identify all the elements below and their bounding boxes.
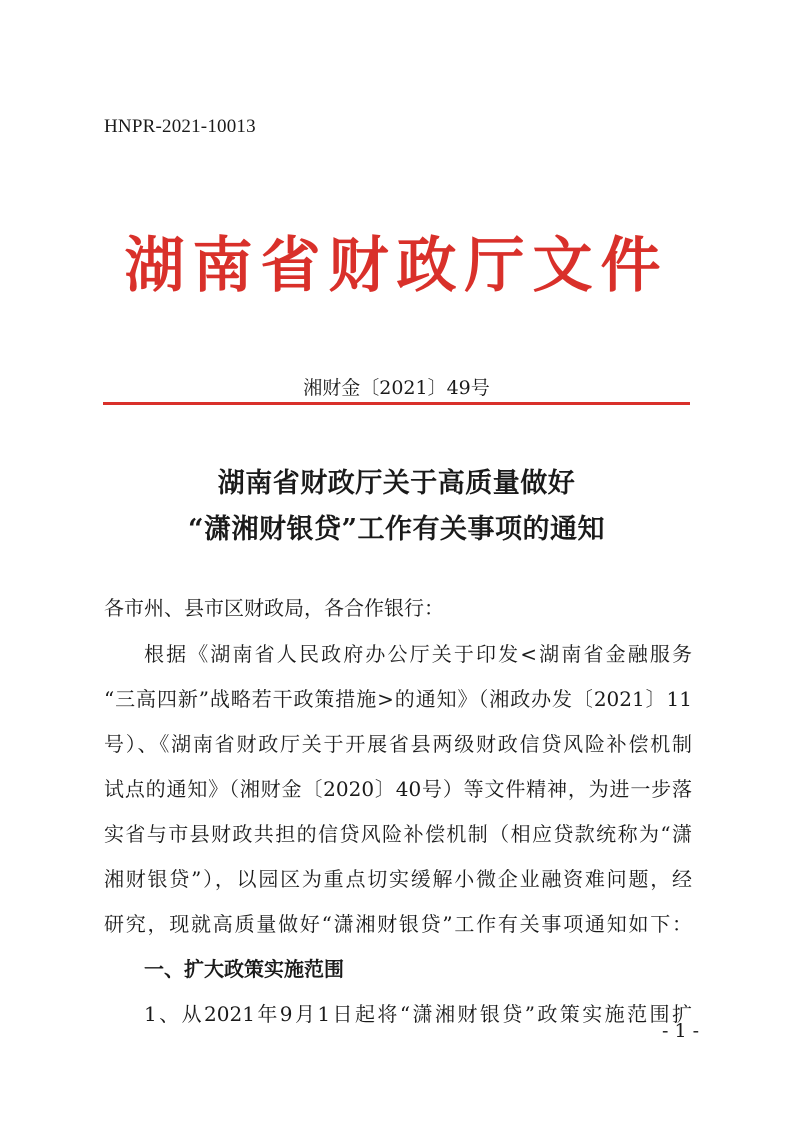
document-id-code: HNPR-2021-10013 [104, 116, 256, 137]
body-line: 湘财银贷”），以园区为重点切实缓解小微企业融资难问题，经 [104, 867, 692, 891]
body-line: 实省与市县财政共担的信贷风险补偿机制（相应贷款统称为“潇 [104, 822, 692, 846]
body-line: 根据《湖南省人民政府办公厅关于印发<湖南省金融服务 [144, 642, 692, 666]
header-title: 湖南省财政厅文件 [124, 231, 669, 301]
notice-title-line-2: “潇湘财银贷”工作有关事项的通知 [187, 514, 606, 545]
red-divider-line [103, 402, 690, 405]
body-line: “三高四新”战略若干政策措施>的通知》（湘政办发〔2021〕11 [104, 687, 692, 711]
body-line: 号）、《湖南省财政厅关于开展省县两级财政信贷风险补偿机制 [104, 732, 692, 756]
item-line: 1、从2021年9月1日起将“潇湘财银贷”政策实施范围扩 [144, 1002, 692, 1026]
section-heading: 一、扩大政策实施范围 [144, 957, 344, 981]
document-number: 湘财金〔2021〕49号 [303, 377, 490, 399]
page-number: - 1 - [661, 1020, 699, 1042]
body-line: 研究，现就高质量做好“潇湘财银贷”工作有关事项通知如下： [104, 912, 692, 936]
body-line: 试点的通知》（湘财金〔2020〕40号）等文件精神，为进一步落 [104, 777, 692, 801]
addressee: 各市州、县市区财政局，各合作银行： [104, 596, 444, 620]
notice-title-line-1: 湖南省财政厅关于高质量做好 [217, 468, 576, 499]
